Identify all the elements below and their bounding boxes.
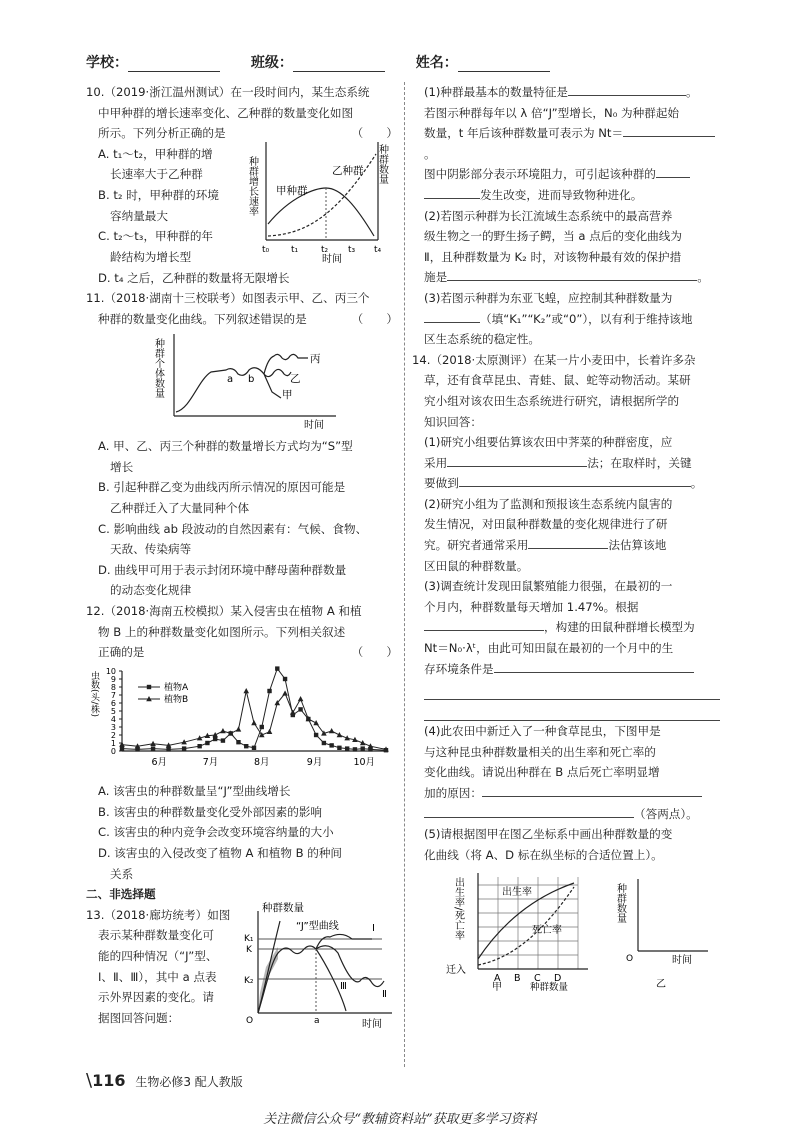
school-field[interactable] — [128, 57, 220, 72]
q12-line-chart — [86, 663, 398, 775]
q10-option-a[interactable]: A. t₁～t₂，甲种群的增 — [98, 146, 213, 161]
q12-point-a — [205, 740, 209, 744]
class-field[interactable] — [293, 57, 385, 72]
q12-point-a — [236, 740, 240, 744]
q13-blank-6[interactable] — [424, 309, 480, 323]
q11-option-c-cont: 天敌、传染病等 — [110, 542, 192, 557]
q11-xlabel: 时间 — [304, 419, 324, 430]
q13-part3-c: 区生态系统的稳定性。 — [424, 332, 540, 347]
q10-stem-2: 中甲种群的增长速率变化、乙种群的数量变化如图 — [98, 105, 354, 120]
q11-option-a-cont: 增长 — [110, 459, 134, 474]
q14-part1-a: (1)研究小组要估算该农田中荠菜的种群密度，应 — [424, 435, 673, 450]
q12-point-a — [298, 707, 302, 711]
q14-part3-b: 个月内，种群数量每天增加 1.47%。根据 — [424, 599, 639, 614]
q12-point-a — [120, 746, 124, 750]
q12-point-b — [337, 732, 343, 737]
q12-xtick-label: 9月 — [306, 756, 323, 768]
q10-tick-t3: t₃ — [348, 244, 356, 255]
q14-blank-2[interactable] — [459, 473, 691, 487]
q14-stem-3: 究小组对该农田生态系统进行研究，请根据所学的 — [424, 393, 680, 408]
q13-part2-a: (2)若图示种群为长江流域生态系统中的最高营养 — [424, 208, 673, 223]
q11-label-b: b — [248, 373, 255, 385]
q13-label-ii: Ⅱ — [382, 988, 387, 1000]
q13-blank-1[interactable] — [568, 82, 686, 96]
q12-ytick-label: 10 — [105, 666, 116, 676]
q13-ylabel: 种群数量 — [262, 901, 304, 914]
q14-jia-xlabel: 种群数量 — [530, 982, 569, 994]
column-divider — [404, 82, 405, 1067]
q14-yi-ylabel: 种群数量 — [614, 883, 626, 924]
q13-blank-4[interactable] — [424, 185, 480, 199]
q14-answer-line-2[interactable] — [424, 700, 720, 721]
q10-option-c[interactable]: C. t₂～t₃，甲种群的年 — [98, 229, 214, 244]
q10-figure — [246, 136, 396, 264]
q12-xtick-label: 10月 — [353, 756, 376, 768]
q13-label-j: “J”型曲线 — [296, 920, 339, 932]
q10-tick-t1: t₁ — [291, 244, 299, 255]
q14-figure-jia — [438, 869, 598, 993]
q10-tick-t0: t₀ — [262, 244, 270, 255]
q13-label-k: K — [246, 944, 252, 955]
q14-blank-6[interactable] — [482, 783, 702, 797]
q12-stem-2: 物 B 上的种群数量变化如图所示。下列相关叙述 — [98, 624, 346, 639]
promo-footnote: 关注微信公众号“教辅资料站”获取更多学习资料 — [263, 1112, 537, 1127]
q13-curve-iii — [316, 949, 346, 1011]
q12-point-a — [213, 736, 217, 740]
q14-part1-b: 采用 法；在取样时，关键 — [412, 453, 720, 474]
q12-option-a[interactable]: A. 该害虫的种群数量呈“J”型曲线增长 — [98, 784, 291, 799]
q14-blank-4[interactable] — [424, 617, 544, 631]
q14-part2-b: 发生情况，对田鼠种群数量的变化规律进行了研 — [424, 517, 668, 532]
q12-ytick-label: 5 — [110, 706, 116, 716]
q11-option-b-cont: 乙种群迁入了大量同种个体 — [110, 500, 250, 515]
q12-point-b — [290, 709, 296, 714]
q14-jia-caption: 甲 — [492, 982, 502, 994]
q10-option-c-cont: 龄结构为增长型 — [110, 249, 192, 264]
q13-part1-d: 图中阴影部分表示环境阻力，可引起该种群的 — [412, 164, 720, 185]
q13-part1-e: 发生改变，进而导致物种进化。 — [412, 185, 720, 206]
q14-yi-caption: 乙 — [656, 979, 666, 991]
q12-point-b — [267, 728, 273, 733]
q12-point-a — [197, 744, 201, 748]
q13-label-i: Ⅰ — [372, 922, 375, 934]
q13-stem-1: 13.（2018·廊坊统考）如图 — [86, 907, 231, 922]
q14-jia-death-label: 死亡率 — [532, 925, 562, 937]
q10-option-b[interactable]: B. t₂ 时，甲种群的环境 — [98, 187, 219, 202]
q12-ytick-label: 4 — [110, 714, 116, 724]
q14-figure-yi — [608, 869, 718, 993]
q12-point-b — [243, 688, 249, 693]
q13-blank-3[interactable] — [656, 164, 690, 178]
q14-part5-b: 化曲线（将 A、D 标在纵坐标的合适位置上）。 — [424, 847, 663, 862]
q13-part2-c: Ⅱ，且种群数量为 K₂ 时，对该物种最有效的保护措 — [424, 249, 682, 264]
q12-option-d-cont: 关系 — [110, 866, 134, 881]
q14-part3-d: Nt＝N₀·λᵗ，由此可知田鼠在最初的一个月中的生 — [424, 641, 674, 656]
q11-label-jia: 甲 — [282, 388, 293, 401]
q12-point-a — [260, 724, 264, 728]
q13-part2-d: 施是 。 — [412, 267, 720, 288]
q12-point-a — [166, 747, 170, 751]
q10-option-a-cont: 长速率大于乙种群 — [110, 167, 203, 182]
q12-point-a — [361, 746, 365, 750]
q11-curve-yi — [264, 369, 291, 376]
q14-yi-origin: O — [626, 954, 634, 965]
q13-part1-a: (1)种群最基本的数量特征是 。 — [412, 82, 720, 103]
q13-stem-5: 示外界因素的变化。请 — [98, 990, 214, 1005]
q12-point-b — [212, 732, 218, 737]
q12-legend-label-b: 植物B — [164, 694, 189, 705]
q11-label-bing: 丙 — [310, 352, 321, 365]
q12-point-a — [275, 666, 279, 670]
q12-point-b — [119, 741, 125, 746]
q11-option-d-cont: 的动态变化规律 — [110, 583, 192, 598]
q12-point-b — [236, 726, 242, 731]
q12-ytick-label: 6 — [110, 698, 116, 708]
q13-stem-6: 据图回答问题： — [98, 1010, 180, 1025]
q12-point-b — [150, 740, 156, 745]
q12-point-b — [220, 728, 226, 733]
q14-blank-5[interactable] — [494, 659, 694, 673]
q11-stem-2: 种群的数量变化曲线。下列叙述错误的是 （ ） — [86, 309, 398, 330]
q13-part2-b: 级生物之一的野生扬子鳄，当 a 点后的变化曲线为 — [424, 229, 682, 244]
q13-curve-j — [258, 921, 280, 1013]
q14-part4-b: 与这种昆虫种群数量相关的出生率和死亡率的 — [424, 744, 656, 759]
q13-blank-2[interactable] — [623, 123, 715, 137]
q13-stem-2: 表示某种群数量变化可 — [98, 928, 214, 943]
q11-stem-1: 11.（2018·湖南十三校联考）如图表示甲、乙、丙三个 — [86, 291, 370, 306]
q12-point-a — [283, 676, 287, 680]
q12-point-a — [244, 744, 248, 748]
q11-label-a: a — [227, 373, 234, 385]
school-label: 学校： — [86, 55, 128, 71]
q12-ytick-label: 8 — [110, 682, 116, 692]
q12-option-c[interactable]: C. 该害虫的种内竞争会改变环境容纳量的大小 — [98, 825, 334, 840]
q12-point-b — [251, 720, 257, 725]
q14-jia-tick-d: D — [554, 973, 562, 985]
q14-part2-c: 究。研究者通常采用 法估算该地 — [412, 535, 720, 556]
right-column — [412, 82, 720, 995]
q14-stem-1: 14.（2018·太原测评）在某一片小麦田中，长着许多杂 — [412, 352, 696, 367]
q12-point-a — [252, 745, 256, 749]
q13-blank-5[interactable] — [447, 267, 697, 281]
q11-option-c[interactable]: C. 影响曲线 ab 段波动的自然因素有：气候、食物、 — [98, 521, 368, 536]
q12-point-a — [322, 740, 326, 744]
q14-part5-a: (5)请根据图甲在图乙坐标系中画出种群数量的变 — [424, 827, 673, 842]
q13-part1-c: 数量，t 年后该种群数量可表示为 Nt＝。 — [412, 123, 720, 164]
q14-part2-a: (2)研究小组为了监测和预报该生态系统内鼠害的 — [424, 496, 673, 511]
q14-yi-xlabel: 时间 — [672, 955, 692, 967]
q12-option-b[interactable]: B. 该害虫的种群数量变化受外部因素的影响 — [98, 804, 323, 819]
q10-stem-1: 10.（2019·浙江温州测试）在一段时间内，某生态系统 — [86, 85, 370, 99]
q12-point-a — [151, 746, 155, 750]
q13-part1-b: 若图示种群每年以 λ 倍“J”型增长，N₀ 为种群起始 — [424, 105, 680, 120]
q14-part4-a: (4)此农田中新迁入了一种食草昆虫，下图甲是 — [424, 724, 661, 739]
q13-xlabel: 时间 — [362, 1018, 382, 1029]
q12-point-a — [221, 738, 225, 742]
q12-ytick-label: 9 — [110, 674, 116, 684]
q10-label-yi: 乙种群 — [332, 164, 364, 177]
q10-ylabel-right: 种群数量 — [376, 143, 388, 184]
q12-point-a — [337, 745, 341, 749]
q10-tick-t2: t₂ — [321, 244, 329, 255]
q14-blank-1[interactable] — [447, 453, 587, 467]
q12-ytick-label: 7 — [110, 690, 116, 700]
q12-xtick-label: 8月 — [253, 756, 270, 768]
q12-answer-paren[interactable]: （ ） — [351, 645, 398, 660]
q11-option-a[interactable]: A. 甲、乙、丙三个种群的数量增长方式均为“S”型 — [98, 439, 353, 454]
q13-label-iii: Ⅲ — [340, 980, 347, 992]
q14-stem-2: 草，还有食草昆虫、青蛙、鼠、蛇等动物活动。某研 — [424, 373, 691, 388]
q14-part4-d: 加的原因： — [412, 783, 720, 804]
q14-part3-a: (3)调查统计发现田鼠繁殖能力很强，在最初的一 — [424, 579, 673, 594]
q12-point-a — [353, 747, 357, 751]
q10-label-jia: 甲种群 — [276, 184, 308, 197]
q14-part4-e: （答两点）。 — [412, 804, 720, 825]
class-label: 班级： — [250, 55, 293, 71]
name-field[interactable] — [458, 57, 550, 72]
q14-blank-3[interactable] — [528, 535, 608, 549]
q10-option-b-cont: 容纳量最大 — [110, 208, 168, 223]
q12-option-d[interactable]: D. 该害虫的入侵改变了植物 A 和植物 B 的种间 — [98, 846, 343, 861]
q10-xlabel: 时间 — [322, 253, 342, 264]
q13-label-k1: K₁ — [244, 933, 254, 944]
q12-point-a — [267, 688, 271, 692]
q12-point-a — [314, 732, 318, 736]
q12-point-a — [345, 746, 349, 750]
page-footer: \116 生物必修3 配人教版 — [86, 1070, 243, 1091]
q13-figure — [242, 901, 402, 1029]
q14-jia-tick-b: B — [514, 973, 521, 985]
q12-xtick-label: 7月 — [202, 756, 219, 768]
q11-curve-bing — [264, 354, 308, 374]
q12-point-b — [282, 690, 288, 695]
q10-ylabel-left: 种群增长速率 — [246, 155, 258, 216]
book-title: 生物必修3 配人教版 — [135, 1075, 243, 1089]
q12-ytick-label: 3 — [110, 722, 116, 732]
q14-jia-ylabel: 出生率/死亡率 — [452, 877, 464, 941]
name-label: 姓名： — [415, 55, 458, 71]
q14-jia-move-label: 迁入 — [446, 965, 466, 977]
q13-part3-b: （填“K₁”“K₂”或“0”），以有利于维持该地 — [412, 309, 720, 330]
q12-point-a — [329, 743, 333, 747]
q12-point-a — [182, 746, 186, 750]
q10-answer-paren[interactable]: （ ） — [351, 126, 398, 141]
q10-stem-3: 所示。下列分析正确的是 （ ） — [86, 123, 398, 144]
q14-jia-birth-label: 出生率 — [502, 887, 532, 899]
q12-legend-label-a: 植物A — [164, 682, 189, 693]
section-title-nonchoice: 二、非选择题 — [86, 887, 156, 902]
q12-ytick-label: 0 — [110, 746, 116, 756]
q14-answer-line-1[interactable] — [424, 679, 720, 700]
q14-stem-4: 知识回答： — [424, 414, 482, 429]
q14-blank-7[interactable] — [424, 804, 634, 818]
q14-jia-tick-a: A — [494, 973, 501, 985]
q13-stem-4: Ⅰ、Ⅱ、Ⅲ），其中 a 点表 — [98, 969, 217, 984]
student-info-header — [86, 52, 706, 72]
q10-tick-t4: t₄ — [374, 244, 382, 255]
q12-xtick-label: 6月 — [151, 756, 168, 768]
q11-label-yi: 乙 — [290, 372, 301, 385]
left-column — [86, 82, 398, 1031]
q14-part2-e: 区田鼠的种群数量。 — [424, 558, 529, 573]
q12-stem-3: 正确的是 （ ） — [86, 642, 398, 663]
q12-ylabel: 虫数(头/株) — [89, 670, 99, 717]
q13-stem-3: 能的四种情况（“J”型、 — [98, 949, 218, 964]
q13-label-a: a — [314, 1015, 320, 1026]
q12-legend-marker-a — [147, 684, 151, 688]
q13-curve-i — [316, 934, 372, 949]
q11-option-d[interactable]: D. 曲线甲可用于表示封闭环境中酵母菌种群数量 — [98, 562, 347, 577]
q12-ytick-label: 2 — [110, 730, 116, 740]
q12-point-b — [298, 696, 304, 701]
q13-part3-a: (3)若图示种群为东亚飞蝗，应控制其种群数量为 — [424, 290, 673, 305]
q12-stem-1: 12.（2018·海南五校模拟）某入侵害虫在植物 A 和植 — [86, 603, 362, 618]
q12-point-b — [329, 728, 335, 733]
q14-part4-c: 变化曲线。请说出种群在 B 点后死亡率明显增 — [424, 765, 660, 780]
q13-label-k2: K₂ — [244, 975, 254, 986]
q13-origin: O — [246, 1015, 254, 1026]
q11-answer-paren[interactable]: （ ） — [351, 311, 398, 326]
q14-part3-e: 存环境条件是 — [412, 659, 720, 680]
q10-option-d[interactable]: D. t₄ 之后，乙种群的数量将无限增长 — [98, 270, 290, 285]
q14-part3-c: ，构建的田鼠种群增长模型为 — [412, 617, 720, 638]
q11-figure — [86, 330, 398, 430]
q14-jia-tick-c: C — [534, 973, 541, 985]
q14-part1-d: 要做到 。 — [412, 473, 720, 494]
page-number: 116 — [92, 1071, 126, 1090]
q11-option-b[interactable]: B. 引起种群乙变为曲线丙所示情况的原因可能是 — [98, 480, 346, 495]
q12-ytick-label: 1 — [110, 738, 116, 748]
q11-ylabel: 种群个体数量 — [152, 337, 164, 398]
q12-point-b — [313, 720, 319, 725]
